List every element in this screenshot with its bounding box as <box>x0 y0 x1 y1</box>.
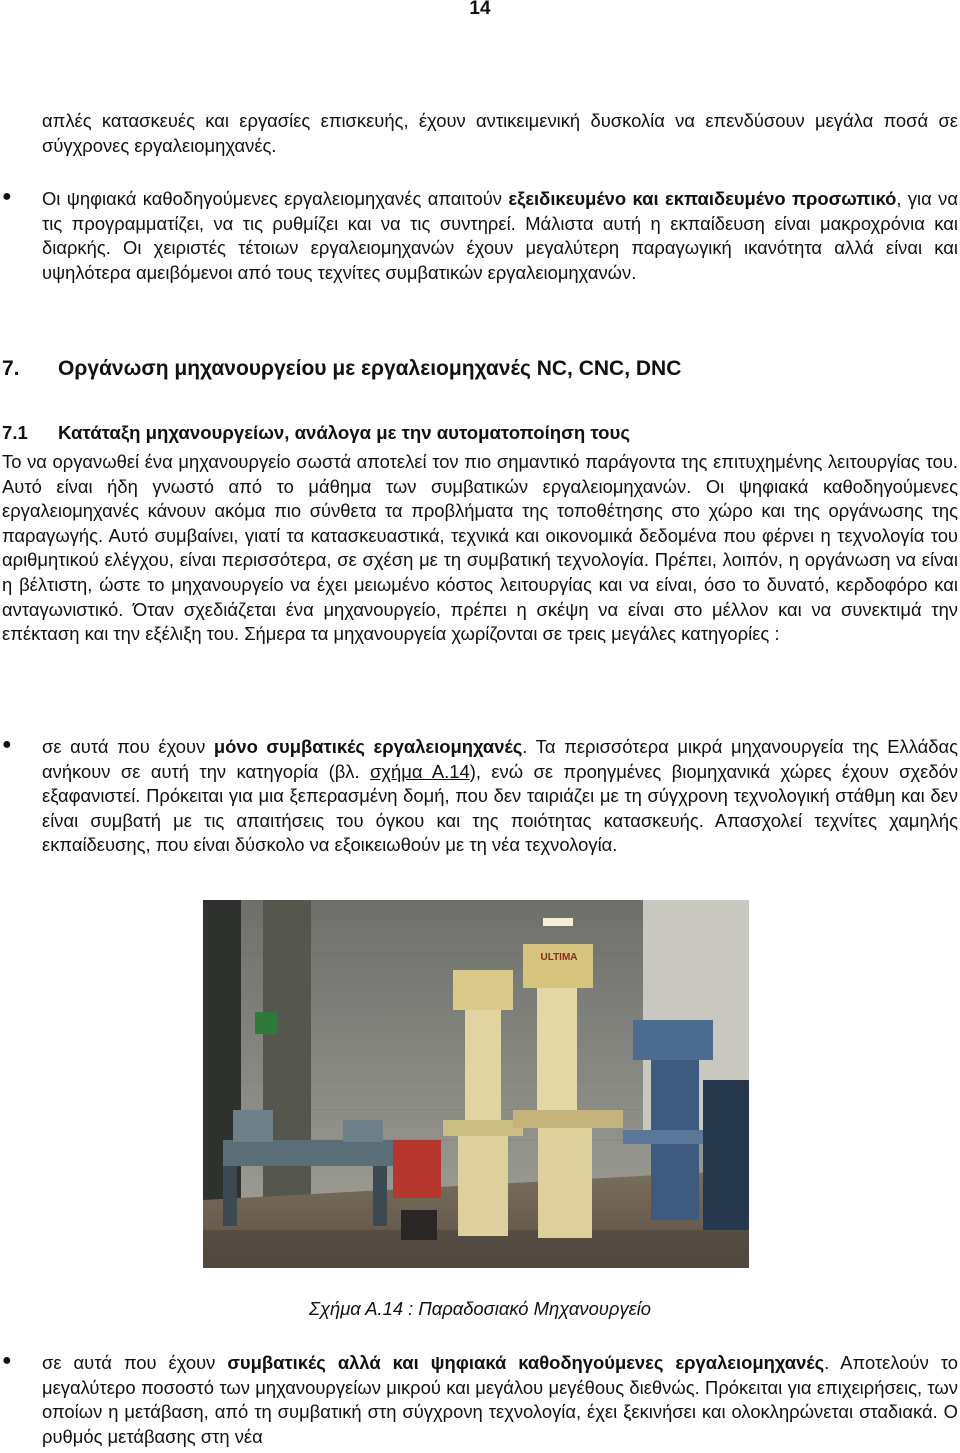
page-number: 14 <box>469 0 491 19</box>
bullet-item-conventional-only <box>0 735 960 858</box>
bullet-icon: ● <box>2 188 12 205</box>
section-number: 7. <box>2 357 20 380</box>
intro-text: απλές κατασκευές και εργασίες επισκευής, έχουν αντικειμενική δυσκολία να επενδύσουν μεγάλα ποσά σε σύγχρονες εργαλειομηχανές. <box>42 110 958 156</box>
bullet-text: σε αυτά που έχουν μόνο συμβατικές εργαλειομηχανές. Τα περισσότερα μικρά μηχανουργεία της Ελλάδας ανήκουν σε αυτή την κατηγορία (βλ. σχήμα Α.14), ενώ σε προηγμένες βιομηχανικά χώρες έχουν σχεδόν εξαφανιστεί. Πρόκειται για μια ξεπερασμένη δομή, που δεν ταιριάζει με τη σύγχρονη τεχνολογική στάθμη και δεν είναι συμβατή με τις απαιτήσεις του όγκου και της ποιότητας κατασκευής. Απασχολεί τεχνίτες χαμηλής εκπαίδευσης, που είναι δύσκολο να εξοικειωθούν με τη νέα τεχνολογία. <box>42 736 958 856</box>
machine-label: ULTIMA <box>540 952 578 963</box>
section-number: 7.1 <box>2 422 28 443</box>
section-title: Οργάνωση μηχανουργείου με εργαλειομηχανές NC, CNC, DNC <box>58 357 682 380</box>
section-body-text: Το να οργανωθεί ένα μηχανουργείο σωστά αποτελεί τον πιο σημαντικό παράγοντα της επιτυχημένης λειτουργίας του. Αυτό είναι ήδη γνωστό από το μάθημα των συμβατικών εργαλειομηχανών. Οι ψηφιακά καθοδηγούμενες εργαλειομηχανές κάνουν ακόμα πιο σύνθετα τα προβλήματα της τοποθέτησης στο χώρο και της οργάνωσης της παραγωγής. Αυτό συμβαίνει, γιατί τα κατασκευαστικά, τεχνικά και οικονομικά δεδομένα που φέρνει η τεχνολογία του αριθμητικού ελέγχου, είναι περισσότερα, σε σχέση με τη συμβατική τεχνολογία. Πρέπει, λοιπόν, η οργάνωση να είναι η βέλτιστη, ώστε το μηχανουργείο να έχει μειωμένο κόστος λειτουργίας και να είναι, όσο το δυνατό, κερδοφόρο και ανταγωνιστικό. Όταν σχεδιάζεται ένα μηχανουργείο, πρέπει η σκέψη να είναι στο μέλλον και να συνεκτιμά την επέκταση και την εξέλιξη του. Σήμερα τα μηχανουργεία χωρίζονται σε τρεις μεγάλες κατηγορίες : <box>2 451 958 645</box>
bullet-text: Οι ψηφιακά καθοδηγούμενες εργαλειομηχανές απαιτούν εξειδικευμένο και εκπαιδευμένο προσωπικό, για να τις προγραμματίζει, να τις ρυθμίζει και να τις συντηρεί. Μάλιστα αυτή η εκπαίδευση είναι μακροχρόνια και διαρκής. Οι χειριστές τέτοιων εργαλειομηχανών έχουν μεγαλύτερη παραγωγική ικανότητα αλλά είναι και υψηλότερα αμειβόμενοι από τους τεχνίτες συμβατικών εργαλειομηχανών. <box>42 188 958 283</box>
bullet-text: σε αυτά που έχουν συμβατικές αλλά και ψηφιακά καθοδηγούμενες εργαλειομηχανές. Αποτελούν το μεγαλύτερο ποσοστό των μηχανουργείων μικρού και μεγάλου μεγέθους διεθνώς. Πρόκειται για επιχειρήσεις, των οποίων η μετάβαση, από τη συμβατική στη σύγχρονη τεχνολογία, έχει ξεκινήσει και ολοκληρώνεται σταδιακά. Ο ρυθμός μετάβασης στη νέα <box>42 1352 958 1447</box>
intro-paragraph <box>0 109 960 158</box>
figure-reference-link[interactable]: σχήμα Α.14 <box>370 760 470 782</box>
figure-caption: Σχήμα Α.14 : Παραδοσιακό Μηχανουργείο <box>308 1298 652 1319</box>
bullet-item-mixed-machines <box>0 1351 960 1449</box>
section-title: Κατάταξη μηχανουργείων, ανάλογα με την αυτοματοποίηση τους <box>58 422 631 443</box>
section-heading-7 <box>2 357 681 381</box>
bullet-item-specialized-staff <box>0 187 960 285</box>
bullet-icon: ● <box>2 1352 12 1369</box>
bullet-icon: ● <box>2 736 12 753</box>
section-heading-7-1 <box>2 422 630 444</box>
workshop-photo <box>203 900 749 1268</box>
section-body-paragraph <box>0 450 960 647</box>
